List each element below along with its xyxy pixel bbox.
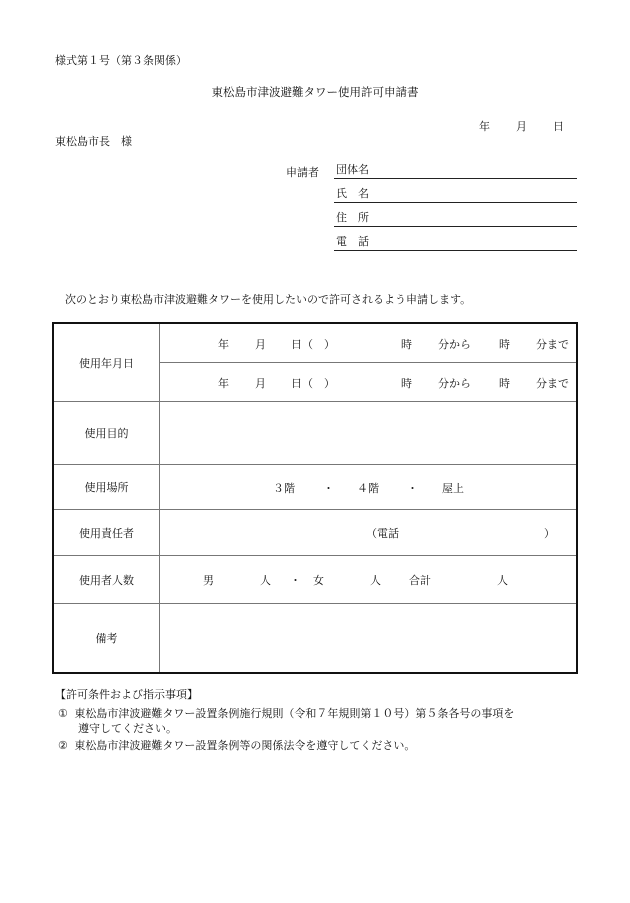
manager-field[interactable] [160, 510, 578, 556]
from-text: 分から [438, 377, 471, 390]
phone-label: 電 話 [336, 235, 369, 248]
date-row-1[interactable] [160, 323, 578, 363]
separator: ・ [323, 482, 334, 495]
form-number: 様式第１号（第３条関係） [55, 54, 187, 67]
hour-text: 時 [401, 377, 412, 390]
purpose-field[interactable] [160, 402, 578, 465]
name-label: 氏 名 [336, 187, 369, 200]
separator: ・ [290, 574, 301, 587]
note-mark: ① [58, 707, 68, 720]
note-item-1-cont: 遵守してください。 [78, 722, 177, 735]
month-text: 月 [255, 377, 266, 390]
rooftop-option[interactable]: 屋上 [442, 482, 464, 495]
group-name-label: 団体名 [336, 163, 369, 176]
hour-text: 時 [401, 338, 412, 351]
date-day-label: 日 [553, 120, 564, 133]
date-label: 使用年月日 [53, 323, 160, 402]
purpose-label: 使用目的 [53, 402, 160, 465]
date-row-2[interactable] [160, 363, 578, 402]
persons-text: 人 [370, 574, 381, 587]
hour-text: 時 [499, 338, 510, 351]
addressee: 東松島市長 様 [55, 135, 132, 148]
note-item-1 [58, 705, 514, 721]
day-text: 日（ ） [291, 338, 335, 351]
group-name-field[interactable] [334, 164, 577, 179]
intro-text: 次のとおり東松島市津波避難タワーを使用したいので許可されるよう申請します。 [65, 293, 472, 306]
remarks-field[interactable] [160, 604, 578, 674]
separator: ・ [407, 482, 418, 495]
date-year-label: 年 [479, 120, 490, 133]
year-text: 年 [218, 377, 229, 390]
female-text: 女 [313, 574, 324, 587]
month-text: 月 [255, 338, 266, 351]
persons-text: 人 [260, 574, 271, 587]
location-label: 使用場所 [53, 465, 160, 510]
year-text: 年 [218, 338, 229, 351]
date-month-label: 月 [516, 120, 527, 133]
note-text: 東松島市津波避難タワー設置条例施行規則（令和７年規則第１０号）第５条各号の事項を [74, 707, 515, 720]
manager-phone-open: （電話 [366, 527, 399, 540]
from-text: 分から [438, 338, 471, 351]
count-field[interactable] [160, 556, 578, 604]
manager-label: 使用責任者 [53, 510, 160, 556]
total-text: 合計 [409, 574, 431, 587]
hour-text: 時 [499, 377, 510, 390]
applicant-label: 申請者 [286, 166, 319, 179]
remarks-label: 備考 [53, 604, 160, 674]
notes-title: 【許可条件および指示事項】 [55, 688, 198, 701]
document-title: 東松島市津波避難タワー使用許可申請書 [211, 85, 419, 99]
note-item-2 [58, 737, 415, 753]
day-text: 日（ ） [291, 377, 335, 390]
address-label: 住 所 [336, 211, 369, 224]
name-field[interactable] [334, 188, 577, 203]
note-mark: ② [58, 739, 68, 752]
note-text: 東松島市津波避難タワー設置条例等の関係法令を遵守してください。 [74, 739, 416, 752]
floor-3-option[interactable]: ３階 [273, 482, 295, 495]
phone-field[interactable] [334, 236, 577, 251]
application-table [52, 322, 578, 674]
manager-phone-close: ） [544, 527, 555, 540]
persons-text: 人 [497, 574, 508, 587]
floor-4-option[interactable]: ４階 [357, 482, 379, 495]
address-field[interactable] [334, 212, 577, 227]
to-text: 分まで [536, 377, 569, 390]
count-label: 使用者人数 [53, 556, 160, 604]
to-text: 分まで [536, 338, 569, 351]
male-text: 男 [203, 574, 214, 587]
location-field[interactable] [160, 465, 578, 510]
